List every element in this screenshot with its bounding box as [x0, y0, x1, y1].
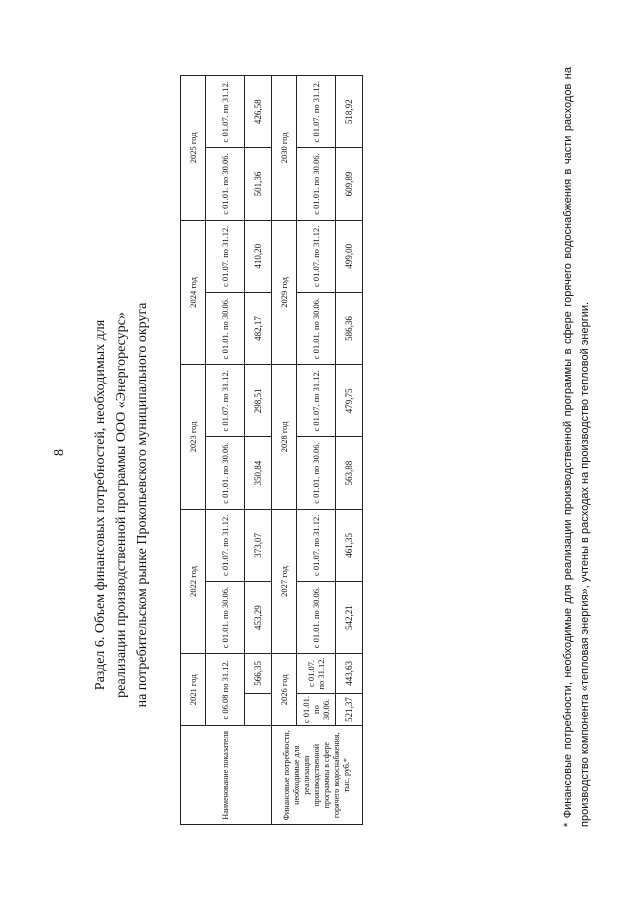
footnote: * Финансовые потребности, необходимые для реализации производственной программы в сфере горячего водоснабжения в части расходов на производство компонента «тепловая энергия», учтены в расходах на производство тепловой энергии. — [562, 67, 591, 827]
value-cell: 482,17 — [245, 292, 272, 364]
period-header: с 01.07. по 31.12. — [206, 220, 245, 292]
section-title — [90, 245, 153, 765]
year-header: 2022 год — [181, 509, 206, 654]
empty-cell — [245, 693, 272, 726]
value-cell: 521,37 — [336, 693, 363, 726]
period-header: с 06.08 по 31.12. — [206, 654, 245, 726]
value-cell: 443,63 — [336, 654, 363, 693]
year-header: 2029 год — [272, 220, 297, 365]
value-cell: 426,58 — [245, 76, 272, 148]
value-cell: 518,92 — [336, 76, 363, 148]
name-header: Наименование показателя — [181, 726, 272, 825]
year-header: 2028 год — [272, 365, 297, 510]
year-header: 2024 год — [181, 220, 206, 365]
year-header: 2026 год — [272, 654, 297, 726]
period-header: с 01.07. по 31.12. — [297, 365, 336, 437]
financial-needs-table — [180, 75, 363, 825]
value-cell: 563,88 — [336, 437, 363, 509]
period-header: с 01.07. по 31.12. — [206, 509, 245, 581]
period-header: с 01.01. по 30.06. — [297, 148, 336, 220]
period-header: с 01.07. по 31.12. — [297, 509, 336, 581]
value-cell: 298,51 — [245, 365, 272, 437]
value-cell: 410,20 — [245, 220, 272, 292]
period-header: с 01.07. по 31.12. — [206, 365, 245, 437]
value-cell: 350,84 — [245, 437, 272, 509]
period-header: с 01.01. по 30.06. — [297, 437, 336, 509]
value-cell: 542,21 — [336, 581, 363, 653]
value-cell: 461,35 — [336, 509, 363, 581]
period-header: с 01.01. по 30.06. — [297, 693, 336, 726]
period-header: с 01.01. по 30.06. — [206, 581, 245, 653]
period-header: с 01.07. по 31.12. — [297, 220, 336, 292]
period-header: с 01.07. по 31.12. — [206, 76, 245, 148]
value-cell: 479,75 — [336, 365, 363, 437]
value-cell: 566,35 — [245, 654, 272, 693]
year-header: 2027 год — [272, 509, 297, 654]
value-cell: 609,89 — [336, 148, 363, 220]
period-header: с 01.01. по 30.06. — [206, 148, 245, 220]
value-cell: 499,00 — [336, 220, 363, 292]
value-cell: 586,36 — [336, 292, 363, 364]
period-header: с 01.07. по 31.12. — [297, 654, 336, 693]
page-number: 8 — [52, 449, 67, 456]
period-header: с 01.01. по 30.06. — [297, 292, 336, 364]
title-line: Раздел 6. Объем финансовых потребностей, необходимых для — [93, 319, 108, 691]
period-header: с 01.01. по 30.06. — [297, 581, 336, 653]
value-cell: 501,36 — [245, 148, 272, 220]
year-header: 2023 год — [181, 365, 206, 510]
title-line: на потребительском рынке Прокопьевского муниципального округа — [135, 302, 150, 708]
title-line: реализации производственной программы ООО «Энергоресурс» — [114, 312, 129, 698]
period-header: с 01.01. по 30.06. — [206, 437, 245, 509]
value-cell: 373,07 — [245, 509, 272, 581]
year-header: 2021 год — [181, 654, 206, 726]
row-label: Финансовые потребности, необходимые для реализации производственной программы в сфере горячего водоснабжения, тыс. руб.* — [272, 726, 363, 825]
year-header: 2025 год — [181, 76, 206, 221]
period-header: с 01.07. по 31.12. — [297, 76, 336, 148]
value-cell: 453,29 — [245, 581, 272, 653]
period-header: с 01.01. по 30.06. — [206, 292, 245, 364]
year-header: 2030 год — [272, 76, 297, 221]
